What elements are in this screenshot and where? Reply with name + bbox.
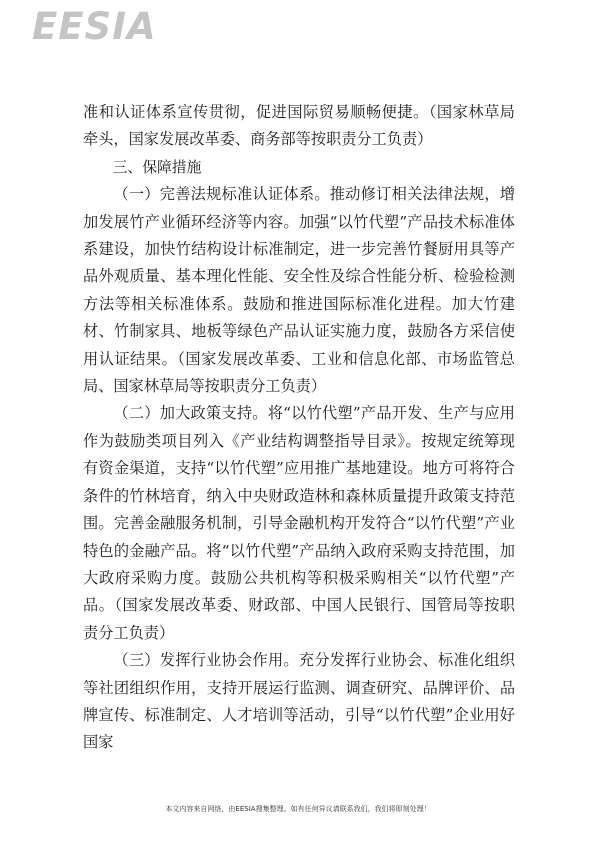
paragraph-legal-standards: （一）完善法规标准认证体系。推动修订相关法律法规，增加发展竹产业循环经济等内容。加强“以竹代塑”产品技术标准体系建设，加快竹结构设计标准制定，进一步完善竹餐厨用具等产品外观质量、基本理化性能、安全性及综合性能分析、检验检测方法等相关标准体系。鼓励和推进国际标准化进程。加大竹建材、竹制家具、地板等绿色产品认证实施力度，鼓励各方采信使用认证结果。（国家发展改革委、工业和信息化部、市场监管总局、国家林草局等按职责分工负责）	[83, 185, 515, 396]
eesia-logo: EESIA	[32, 5, 157, 48]
paragraph-continuation: 准和认证体系宣传贯彻，促进国际贸易顺畅便捷。（国家林草局牵头，国家发展改革委、商务部等按职责分工负责）	[83, 103, 515, 149]
paragraph-industry-associations: （三）发挥行业协会作用。充分发挥行业协会、标准化组织等社团组织作用，支持开展运行监测、调查研究、品牌评价、品牌宣传、标准制定、人才培训等活动，引导“以竹代塑”企业用好国家	[83, 651, 515, 752]
paragraph-policy-support: （二）加大政策支持。将“以竹代塑”产品开发、生产与应用作为鼓励类项目列入《产业结构调整指导目录》。按规定统筹现有资金渠道，支持“以竹代塑”应用推广基地建设。地方可将符合条件的竹林培育，纳入中央财政造林和森林质量提升政策支持范围。完善金融服务机制，引导金融机构开发符合“以竹代塑”产业特色的金融产品。将“以竹代塑”产品纳入政府采购支持范围，加大政府采购力度。鼓励公共机构等积极采购相关“以竹代塑”产品。（国家发展改革委、财政部、中国人民银行、国管局等按职责分工负责）	[83, 404, 515, 642]
section-heading: 三、保障措施	[112, 158, 202, 176]
document-body	[83, 99, 515, 757]
page-footer: 本文内容来自网络，由EESIA搜集整理。如有任何异议请联系我们，我们将即刻处理！	[165, 805, 431, 813]
